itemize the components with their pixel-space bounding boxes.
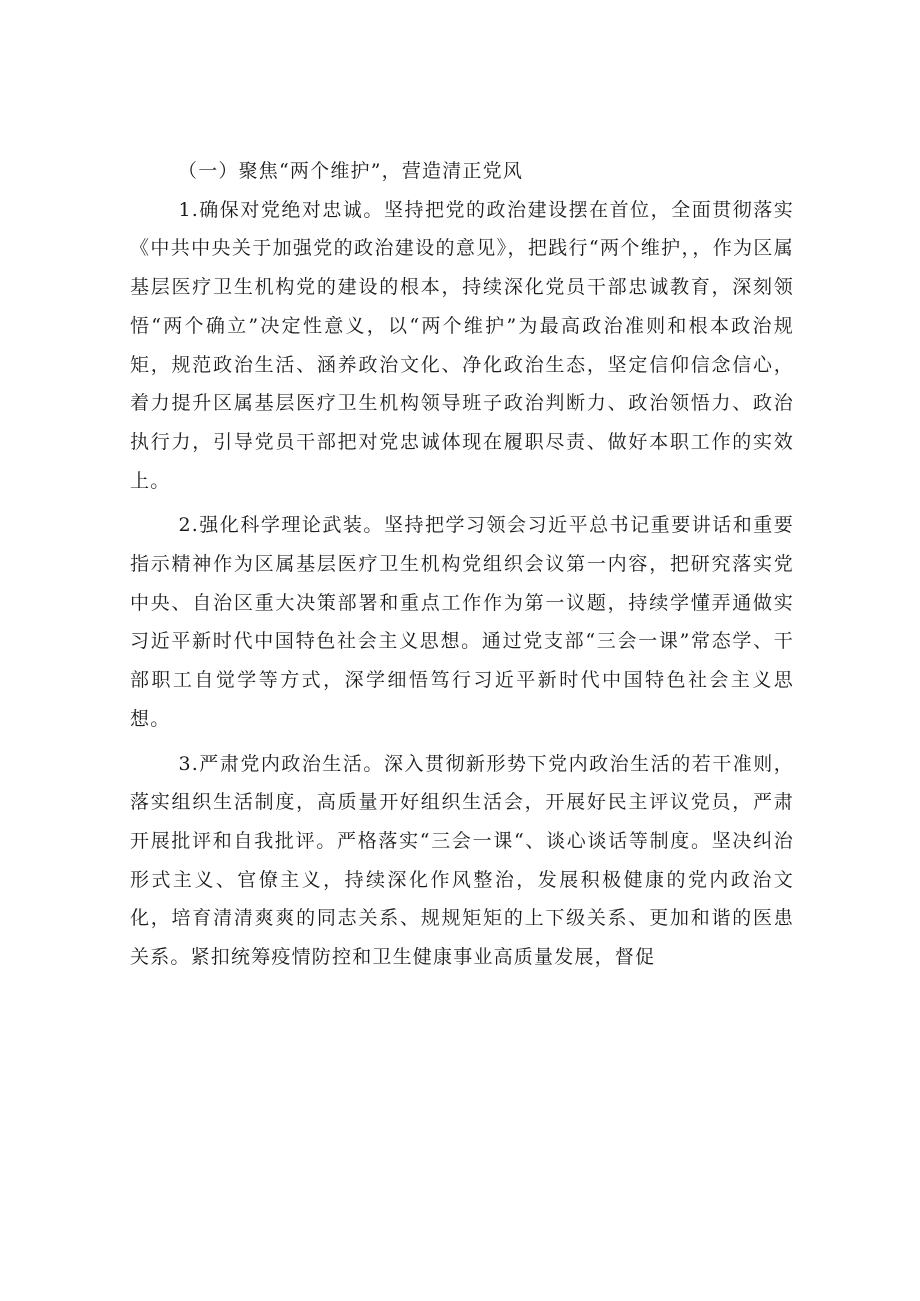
paragraph-2: 2.强化科学理论武装。坚持把学习领会习近平总书记重要讲话和重要指示精神作为区属基层医疗卫生机构党组织会议第一内容，把研究落实党中央、自治区重大决策部署和重点工作作为第一议题，持续学懂弄通做实习近平新时代中国特色社会主义思想。通过党支部“三会一课”常态学、干部职工自觉学等方式，深学细悟笃行习近平新时代中国特色社会主义思想。: [130, 514, 794, 730]
paragraph-1: 1.确保对党绝对忠诚。坚持把党的政治建设摆在首位，全面贯彻落实《中共中央关于加强党的政治建设的意见》，把践行“两个维护，，作为区属基层医疗卫生机构党的建设的根本，持续深化党员干部忠诚教育，深刻领悟“两个确立”决定性意义，以“两个维护”为最高政治准则和根本政治规矩，规范政治生活、涵养政治文化、净化政治生态，坚定信仰信念信心，着力提升区属基层医疗卫生机构领导班子政治判断力、政治领悟力、政治执行力，引导党员干部把对党忠诚体现在履职尽责、做好本职工作的实效上。: [130, 198, 794, 492]
paragraph-3: 3.严肃党内政治生活。深入贯彻新形势下党内政治生活的若干准则，落实组织生活制度，高质量开好组织生活会，开展好民主评议党员，严肃开展批评和自我批评。严格落实“三会一课“、谈心谈话等制度。坚决纠治形式主义、官僚主义，持续深化作风整治，发展积极健康的党内政治文化，培育清清爽爽的同志关系、规规矩矩的上下级关系、更加和谐的医患关系。紧扣统筹疫情防控和卫生健康事业高质量发展，督促: [130, 752, 794, 969]
section-heading: （一）聚焦“两个维护”，营造清正党风: [178, 160, 524, 182]
document-body: [130, 152, 794, 977]
